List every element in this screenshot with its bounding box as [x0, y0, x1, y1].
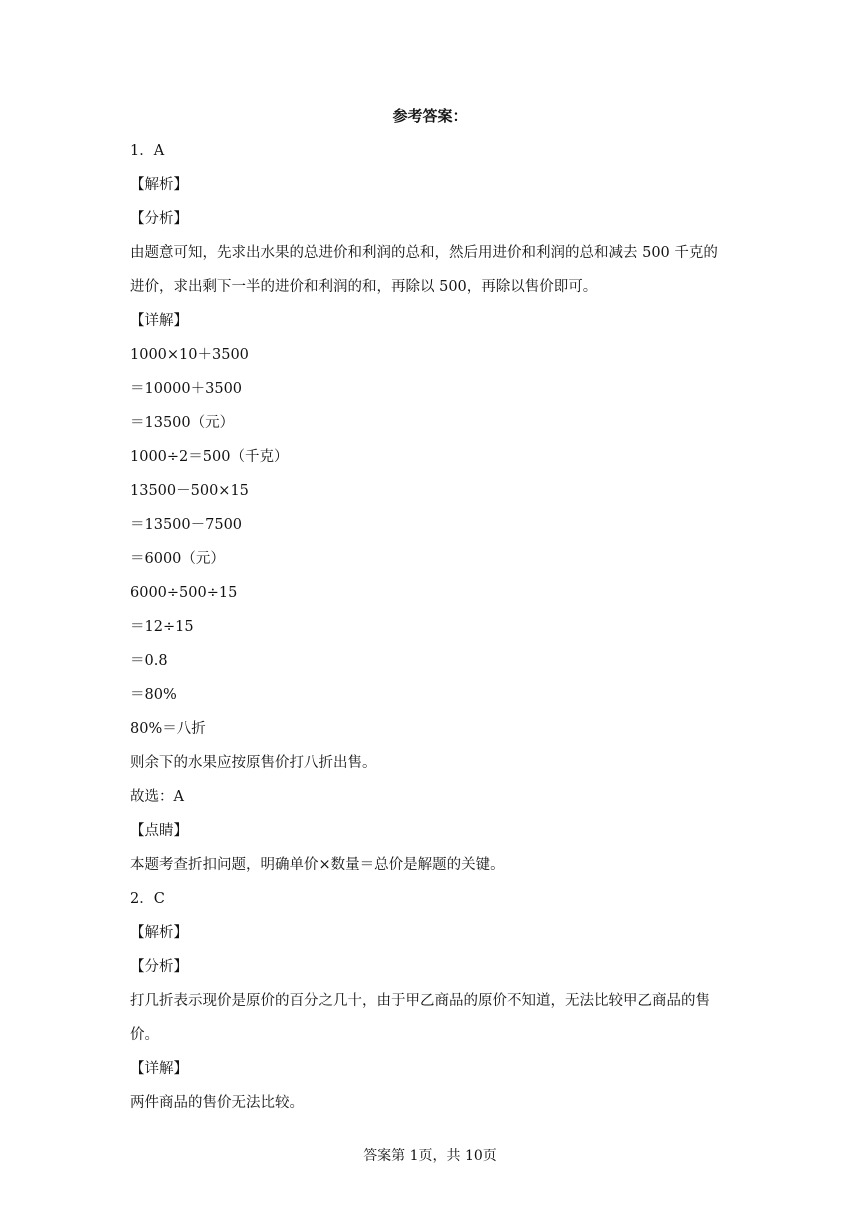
- q1-step: ＝0.8: [130, 653, 168, 669]
- page-footer: 答案第 1页，共 10页: [363, 1148, 497, 1164]
- q1-step: 80%＝八折: [130, 721, 206, 737]
- q1-fenxi-heading: 【分析】: [130, 211, 188, 227]
- q2-answer: 2．C: [130, 891, 165, 907]
- q1-dianjing-text: 本题考查折扣问题，明确单价×数量＝总价是解题的关键。: [130, 857, 505, 873]
- page-title: 参考答案：: [392, 107, 468, 125]
- q1-step: 则余下的水果应按原售价打八折出售。: [130, 755, 377, 771]
- q1-step: 故选：A: [130, 789, 184, 805]
- q2-analysis-line: 打几折表示现价是原价的百分之几十，由于甲乙商品的原价不知道，无法比较甲乙商品的售: [130, 993, 710, 1009]
- q1-step: ＝80%: [130, 687, 177, 703]
- q1-analysis-line: 由题意可知，先求出水果的总进价和利润的总和，然后用进价和利润的总和减去 500 千克的: [130, 245, 718, 261]
- q2-fenxi-heading: 【分析】: [130, 959, 188, 975]
- q1-dianjing-heading: 【点睛】: [130, 823, 188, 839]
- q2-analysis: [130, 984, 740, 1052]
- answer-content: [130, 134, 740, 1120]
- q1-step: ＝13500（元）: [130, 415, 235, 431]
- q1-jiexi-heading: 【解析】: [130, 177, 188, 193]
- q1-analysis-line: 进价，求出剩下一半的进价和利润的和，再除以 500，再除以售价即可。: [130, 279, 598, 295]
- q1-step: 6000÷500÷15: [130, 585, 238, 601]
- q1-step: ＝6000（元）: [130, 551, 225, 567]
- q1-step: 1000÷2＝500（千克）: [130, 449, 289, 465]
- q1-step: 1000×10＋3500: [130, 347, 249, 363]
- q1-step: 13500－500×15: [130, 483, 249, 499]
- q1-analysis: [130, 236, 740, 304]
- q2-detail: 两件商品的售价无法比较。: [130, 1095, 304, 1111]
- q2-xiangjie-heading: 【详解】: [130, 1061, 188, 1077]
- q1-step: ＝13500－7500: [130, 517, 243, 533]
- q1-xiangjie-heading: 【详解】: [130, 313, 188, 329]
- q1-step: ＝12÷15: [130, 619, 194, 635]
- q1-step: ＝10000＋3500: [130, 381, 243, 397]
- q1-answer: 1．A: [130, 143, 165, 159]
- q2-analysis-line: 价。: [130, 1027, 159, 1043]
- q2-jiexi-heading: 【解析】: [130, 925, 188, 941]
